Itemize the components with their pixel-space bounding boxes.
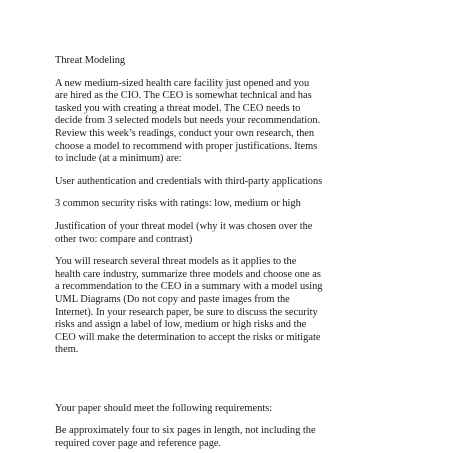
requirement-item-security-risks bbox=[55, 198, 413, 211]
text-line: Internet). In your research paper, be sure to discuss the security bbox=[55, 306, 318, 318]
text-line: You will research several threat models as it applies to the bbox=[55, 256, 297, 268]
text-line: Your paper should meet the following requirements: bbox=[55, 402, 273, 414]
text-line: Justification of your threat model (why it was chosen over the bbox=[55, 220, 313, 232]
intro-paragraph bbox=[55, 78, 413, 166]
text-line: a recommendation to the CEO in a summary with a model using bbox=[55, 281, 323, 293]
text-line: Review this week’s readings, conduct your own research, then bbox=[55, 127, 315, 139]
text-line: A new medium-sized health care facility just opened and you bbox=[55, 77, 310, 89]
text-line: them. bbox=[55, 344, 79, 356]
research-paragraph bbox=[55, 256, 413, 357]
text-line: 3 common security risks with ratings: low, medium or high bbox=[55, 198, 301, 210]
text-line: are hired as the CIO. The CEO is somewhat technical and has bbox=[55, 90, 312, 102]
text-line: UML Diagrams (Do not copy and paste images from the bbox=[55, 293, 290, 305]
text-line: choose a model to recommend with proper justifications. Items bbox=[55, 140, 318, 152]
text-line: required cover page and reference page. bbox=[55, 438, 222, 450]
text-line: User authentication and credentials with third-party applications bbox=[55, 175, 323, 187]
text-line: health care industry, summarize three models and choose one as bbox=[55, 268, 321, 280]
text-line: other two: compare and contrast) bbox=[55, 233, 193, 245]
document-title: Threat Modeling bbox=[55, 55, 126, 66]
text-line: to include (at a minimum) are: bbox=[55, 153, 182, 165]
requirements-intro bbox=[55, 403, 413, 416]
requirement-item-justification bbox=[55, 221, 413, 246]
text-line: risks and assign a label of low, medium or high risks and the bbox=[55, 319, 307, 331]
text-line: tasked you with creating a threat model. The CEO needs to bbox=[55, 102, 301, 114]
text-line: decide from 3 selected models but needs your recommendation. bbox=[55, 115, 321, 127]
length-requirement bbox=[55, 425, 413, 450]
text-line: CEO will make the determination to accept the risks or mitigate bbox=[55, 331, 321, 343]
requirement-item-authentication bbox=[55, 176, 413, 189]
blank-space bbox=[55, 367, 413, 403]
text-line: Be approximately four to six pages in length, not including the bbox=[55, 425, 316, 437]
